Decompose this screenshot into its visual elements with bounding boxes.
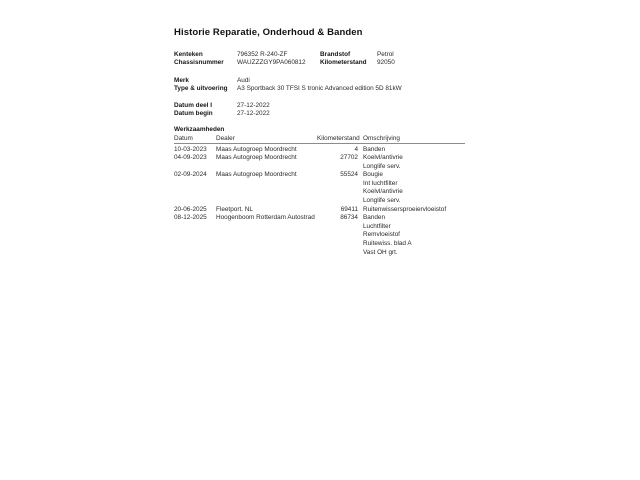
cell-omschrijving bbox=[358, 146, 465, 155]
column-header-omschrijving: Omschrijving bbox=[363, 135, 400, 142]
cell-dealer: Fleetport. NL bbox=[216, 205, 253, 213]
kilometerstand-value: 92050 bbox=[377, 59, 395, 66]
cell-datum: 08-12-2025 bbox=[174, 214, 207, 222]
omschrijving-line: Int luchtfilter bbox=[363, 179, 398, 187]
omschrijving-line: Banden bbox=[363, 145, 386, 153]
omschrijving-line: Koelvl/antivrie bbox=[363, 188, 403, 196]
column-header-dealer: Dealer bbox=[216, 135, 235, 142]
column-header-kilometerstand: Kilometerstand bbox=[317, 135, 360, 142]
dates-block bbox=[174, 102, 270, 119]
column-header-datum: Datum bbox=[174, 135, 193, 142]
table-row bbox=[174, 171, 465, 205]
datum-deel1-label: Datum deel I bbox=[174, 102, 212, 109]
omschrijving-line: Remvloeistof bbox=[363, 231, 400, 239]
table-row bbox=[174, 206, 465, 215]
dates-row bbox=[174, 110, 270, 118]
cell-dealer: Maas Autogroep Moordrecht bbox=[216, 145, 297, 153]
cell-dealer: Hoogenboom Rotterdam Autostrad bbox=[216, 214, 315, 222]
cell-kilometerstand: 55524 bbox=[340, 171, 358, 179]
werkzaamheden-section-title: Werkzaamheden bbox=[174, 126, 225, 133]
cell-datum: 02-09-2024 bbox=[174, 171, 207, 179]
cell-omschrijving bbox=[358, 206, 465, 215]
identification-row bbox=[174, 59, 395, 67]
table-row bbox=[174, 214, 465, 257]
table-row bbox=[174, 146, 465, 155]
omschrijving-line: Longlife serv. bbox=[363, 162, 401, 170]
cell-datum: 20-06-2025 bbox=[174, 205, 207, 213]
cell-omschrijving bbox=[358, 154, 465, 171]
omschrijving-line: Luchtfilter bbox=[363, 222, 391, 230]
identification-block bbox=[174, 51, 395, 67]
cell-kilometerstand: 4 bbox=[354, 145, 358, 153]
dates-row bbox=[174, 102, 270, 110]
brandstof-value: Petrol bbox=[377, 51, 394, 58]
werkzaamheden-table-header bbox=[174, 135, 465, 144]
datum-deel1-value: 27-12-2022 bbox=[237, 102, 270, 109]
merk-label: Merk bbox=[174, 77, 189, 84]
chassisnummer-label: Chassisnummer bbox=[174, 59, 224, 66]
vehicle-row bbox=[174, 77, 402, 85]
kenteken-label: Kenteken bbox=[174, 51, 203, 58]
cell-omschrijving bbox=[358, 171, 465, 205]
cell-dealer: Maas Autogroep Moordrecht bbox=[216, 171, 297, 179]
report-title: Historie Reparatie, Onderhoud & Banden bbox=[174, 27, 363, 38]
omschrijving-line: Ruitenwissersproeiervloeistof bbox=[363, 205, 447, 213]
type-uitvoering-label: Type & uitvoering bbox=[174, 85, 228, 93]
table-row bbox=[174, 154, 465, 171]
brandstof-label: Brandstof bbox=[320, 51, 351, 58]
werkzaamheden-table bbox=[174, 135, 465, 257]
datum-begin-value: 27-12-2022 bbox=[237, 110, 270, 118]
merk-value: Audi bbox=[237, 77, 250, 84]
omschrijving-line: Koelvl/antivrie bbox=[363, 154, 403, 162]
omschrijving-line: Vast OH grt. bbox=[363, 248, 398, 256]
werkzaamheden-table-body bbox=[174, 146, 465, 258]
vehicle-row bbox=[174, 85, 402, 93]
cell-kilometerstand: 27702 bbox=[340, 154, 358, 162]
kenteken-value: 796352 R-240-ZF bbox=[237, 51, 288, 58]
cell-datum: 10-03-2023 bbox=[174, 145, 207, 153]
cell-omschrijving bbox=[358, 214, 465, 257]
cell-datum: 04-09-2023 bbox=[174, 154, 207, 162]
omschrijving-line: Ruitewiss. blad A bbox=[363, 240, 412, 248]
kilometerstand-label: Kilometerstand bbox=[320, 59, 367, 66]
cell-kilometerstand: 69411 bbox=[340, 205, 358, 213]
vehicle-block bbox=[174, 77, 402, 94]
omschrijving-line: Longlife serv. bbox=[363, 197, 401, 205]
cell-dealer: Maas Autogroep Moordrecht bbox=[216, 154, 297, 162]
chassisnummer-value: WAUZZZGY9PA060812 bbox=[237, 59, 306, 66]
omschrijving-line: Banden bbox=[363, 214, 386, 222]
identification-row bbox=[174, 51, 395, 59]
type-uitvoering-value: A3 Sportback 30 TFSI S tronic Advanced edition 5D 81kW bbox=[237, 85, 402, 93]
omschrijving-line: Bougie bbox=[363, 171, 383, 179]
datum-begin-label: Datum begin bbox=[174, 110, 213, 118]
cell-kilometerstand: 86734 bbox=[340, 214, 358, 222]
